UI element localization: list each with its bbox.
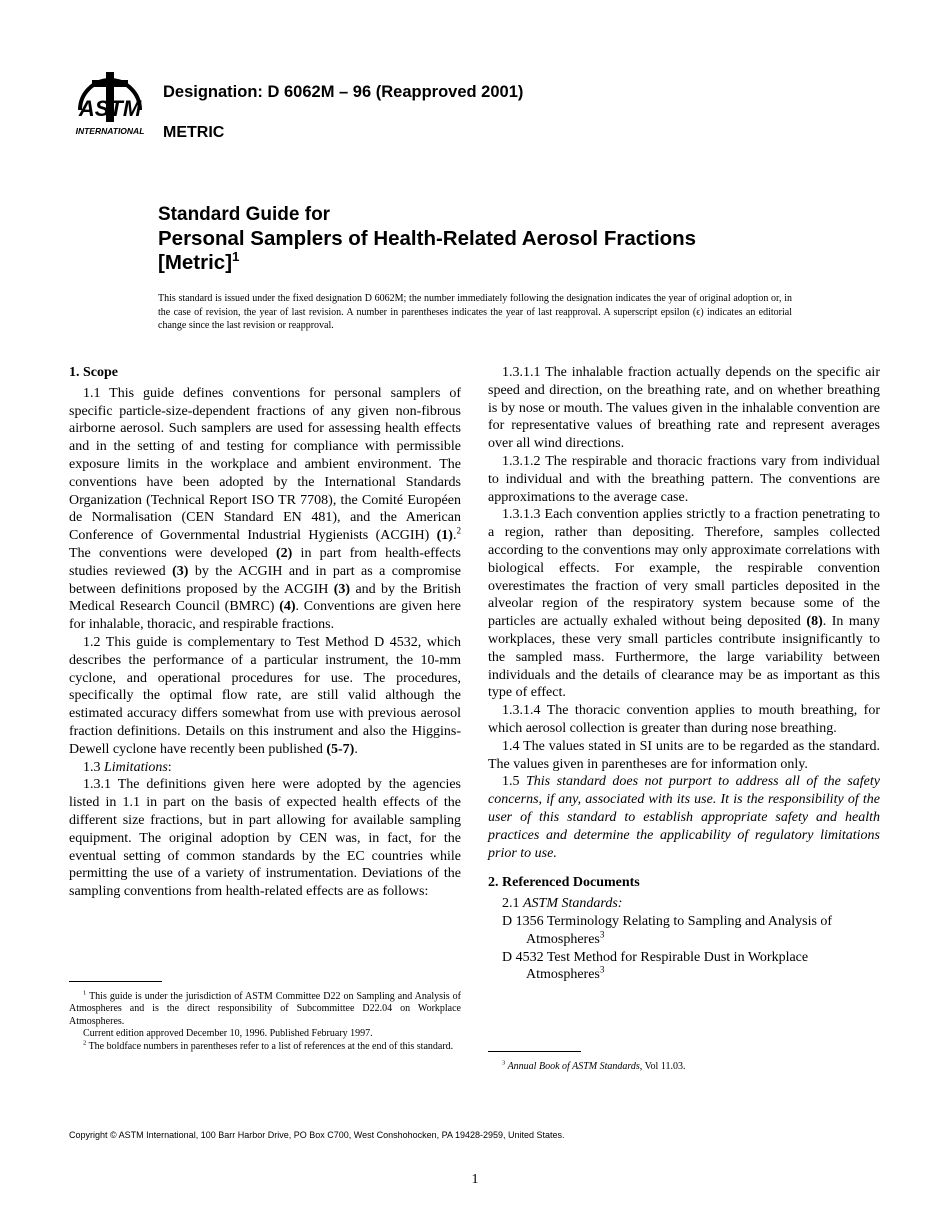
ref-d1356-footnote-mark: 3 bbox=[599, 929, 605, 940]
ref-d4532-line2 bbox=[514, 966, 880, 984]
footnote-3-book: Annual Book of ASTM Standards bbox=[505, 1061, 640, 1072]
paragraph-1-3-1-4: 1.3.1.4 The thoracic convention applies to mouth breathing, for which aerosol collection is greater than during nose breathing. bbox=[488, 703, 880, 736]
footnote-2 bbox=[69, 1041, 461, 1053]
ref-d4532-footnote-mark: 3 bbox=[599, 964, 605, 975]
title-line-2: Personal Samplers of Health-Related Aerosol Fractions bbox=[158, 227, 697, 250]
referenced-documents-heading: 2. Referenced Documents bbox=[488, 875, 640, 891]
paragraph-1-3-1-1: 1.3.1.1 The inhalable fraction actually depends on the specific air speed and direction, on the breathing rate, and on whether breathing is by nose or mouth. The values given in the inhalable convention are for representative values of breathing rate and represent averages over all wind directions. bbox=[488, 365, 880, 452]
ref-3b: (3) bbox=[333, 581, 351, 597]
paragraph-2-1 bbox=[488, 895, 880, 913]
reference-d4532 bbox=[502, 949, 880, 985]
footnote-3 bbox=[488, 1061, 880, 1073]
ref-3a: (3) bbox=[172, 563, 189, 579]
paragraph-1-1 bbox=[69, 385, 461, 634]
title-line-3 bbox=[158, 251, 858, 275]
p1-3-colon: : bbox=[167, 759, 172, 775]
p1-2-text-b: . bbox=[354, 741, 358, 757]
p1-1-text-a: 1.1 This guide defines conventions for personal samplers of specific particle-size-dependent fractions of any given non-fibrous airborne aerosol. Such samplers are used for assessing health effects and in the setting of and testing for compliance with permissible exposure limits in the workplace and ambient environment. The conventions have been adopted by the International Standards Organization (Technical Report ISO TR 7708), the Comité Européen de Normalisation (CEN Standard EN 481), and the American Conference of Governmental Industrial Hygienists (ACGIH) bbox=[69, 385, 461, 544]
p1-3-num: 1.3 bbox=[83, 759, 104, 775]
paragraph-1-2 bbox=[69, 634, 461, 759]
right-column bbox=[488, 364, 880, 984]
footnote-divider-left bbox=[69, 981, 162, 982]
ref-d1356-line1: D 1356 Terminology Relating to Sampling and Analysis of bbox=[502, 913, 833, 929]
left-column bbox=[69, 364, 461, 901]
p2-1-num: 2.1 bbox=[502, 896, 523, 912]
astm-logo bbox=[70, 66, 150, 138]
footnote-2-mark-bottom: 2 bbox=[83, 1039, 87, 1047]
title-line-1: Standard Guide for bbox=[158, 204, 331, 225]
designation: Designation: D 6062M – 96 (Reapproved 2001) bbox=[163, 83, 524, 101]
p1-1-text-f: and by the British Medical Research Council (BMRC) bbox=[69, 581, 462, 615]
paragraph-1-3-1: 1.3.1 The definitions given here were adopted by the agencies listed in 1.1 in part on the basis of expected health effects of the different size fractions, but in part allowing for available sampling equipment. The original adoption by CEN was, in fact, for the eventual setting of common standards by the EC countries while permitting the use of a variety of instrumentation. Deviations of the sampling conventions from health-related effects are as follows: bbox=[69, 777, 461, 900]
copyright: Copyright © ASTM International, 100 Barr Harbor Drive, PO Box C700, West Conshohocken, PA 19428-2959, United States. bbox=[69, 1130, 565, 1140]
ref-1: (1) bbox=[436, 528, 453, 544]
footnotes-right bbox=[488, 1061, 880, 1073]
reference-d1356 bbox=[502, 913, 880, 949]
p1-1-text-g: . Conventions are given here for inhalable, thoracic, and respirable fractions. bbox=[69, 599, 461, 633]
paragraph-1-3-1-2: 1.3.1.2 The respirable and thoracic fractions vary from individual to individual and with the breathing pattern. The conventions are approximations to the average case. bbox=[488, 453, 880, 505]
p2-1-label: ASTM Standards: bbox=[523, 896, 623, 912]
p1-3-1-3-text-a: 1.3.1.3 Each convention applies strictly to a fraction penetrating to a region, rather than depositing. Therefore, samples collected according to the conventions may only approximate correlations with biological effects. For example, the respirable convention overestimates the fraction of very small particles deposited in the alveolar region of the respiratory system because some of the particles are actually exhaled without being deposited bbox=[488, 507, 880, 630]
p1-3-label: Limitations bbox=[104, 759, 168, 775]
paragraph-1-4: 1.4 The values stated in SI units are to be regarded as the standard. The values given in parentheses are for information only. bbox=[488, 738, 880, 772]
scope-heading: 1. Scope bbox=[69, 365, 118, 380]
astm-logo-emblem bbox=[78, 72, 142, 122]
footnote-1 bbox=[69, 991, 461, 1028]
logo-subtext: INTERNATIONAL bbox=[75, 126, 145, 136]
ref-2: (2) bbox=[276, 545, 293, 561]
footnote-3-rest: , Vol 11.03. bbox=[639, 1061, 686, 1072]
footnotes-left bbox=[69, 991, 461, 1053]
ref-d1356-line2-text: Atmospheres bbox=[526, 931, 600, 947]
ref-d4532-line1: D 4532 Test Method for Respirable Dust in Workplace bbox=[502, 949, 809, 965]
p1-1-text-e: by the ACGIH and in part as a compromise between definitions proposed by the ACGIH bbox=[69, 563, 461, 597]
paragraph-1-3-1-3 bbox=[488, 506, 880, 702]
title-footnote-mark: 1 bbox=[232, 249, 240, 265]
paragraph-1-3 bbox=[69, 759, 461, 777]
footnote-1-text: This guide is under the jurisdiction of ASTM Committee D22 on Sampling and Analysis of Atmospheres and is the direct responsibility of Subcommittee D22.04 on Workplace Atmospheres. bbox=[69, 991, 461, 1027]
paragraph-1-5 bbox=[488, 773, 880, 862]
intro-note: This standard is issued under the fixed designation D 6062M; the number immediately following the designation indicates the year of original adoption or, in the case of revision, the year of last revision. A number in parentheses indicates the year of last reapproval. A superscript epsilon (ϵ) indicates an editorial change since the last revision or reapproval. bbox=[158, 293, 792, 332]
metric-label: METRIC bbox=[163, 124, 225, 141]
p1-1-text-c: The conventions were developed bbox=[69, 545, 277, 561]
footnote-2-text: The boldface numbers in parentheses refer to a list of references at the end of this standard. bbox=[86, 1040, 454, 1052]
p1-1-text-b: . bbox=[452, 528, 457, 544]
footnote-1-mark: 1 bbox=[83, 989, 87, 997]
footnote-3-mark: 3 bbox=[502, 1059, 506, 1067]
footnote-2-mark: 2 bbox=[456, 525, 461, 536]
footnote-1-edition: Current edition approved December 10, 1996. Published February 1997. bbox=[83, 1028, 373, 1040]
p1-5-text: This standard does not purport to address all of the safety concerns, if any, associated with its use. It is the responsibility of the user of this standard to establish appropriate safety and health practices and determine the applicability of regulatory limitations prior to use. bbox=[488, 774, 880, 861]
p1-3-1-3-text-b: . In many workplaces, these very small particles contribute insignificantly to the sampled mass. Furthermore, the large variability between individuals and the details of clearance may be as important as this type of effect. bbox=[488, 614, 881, 701]
ref-d4532-line2-text: Atmospheres bbox=[526, 967, 600, 983]
p1-1-text-d: in part from health-effects studies reviewed bbox=[69, 545, 461, 579]
ref-8: (8) bbox=[806, 614, 823, 630]
ref-d1356-line2 bbox=[514, 931, 880, 949]
ref-4: (4) bbox=[279, 599, 296, 615]
document-title bbox=[158, 203, 858, 275]
title-line-3-text: [Metric] bbox=[158, 251, 233, 274]
ref-5-7: (5-7) bbox=[326, 741, 355, 757]
footnote-divider-right bbox=[488, 1051, 581, 1052]
page-number: 1 bbox=[471, 1172, 479, 1187]
p1-5-num: 1.5 bbox=[502, 774, 526, 790]
logo-text: ASTM bbox=[78, 96, 142, 121]
p1-2-text-a: 1.2 This guide is complementary to Test Method D 4532, which describes the performance of a particular instrument, the 10-mm cyclone, and operational procedures for use. The procedures, specifically the optimal flow rate, are still valid although the estimated accuracy differs somewhat from use with previous aerosol fraction definitions. Details on this instrument and also the Higgins-Dewell cyclone have recently been published bbox=[69, 634, 461, 757]
